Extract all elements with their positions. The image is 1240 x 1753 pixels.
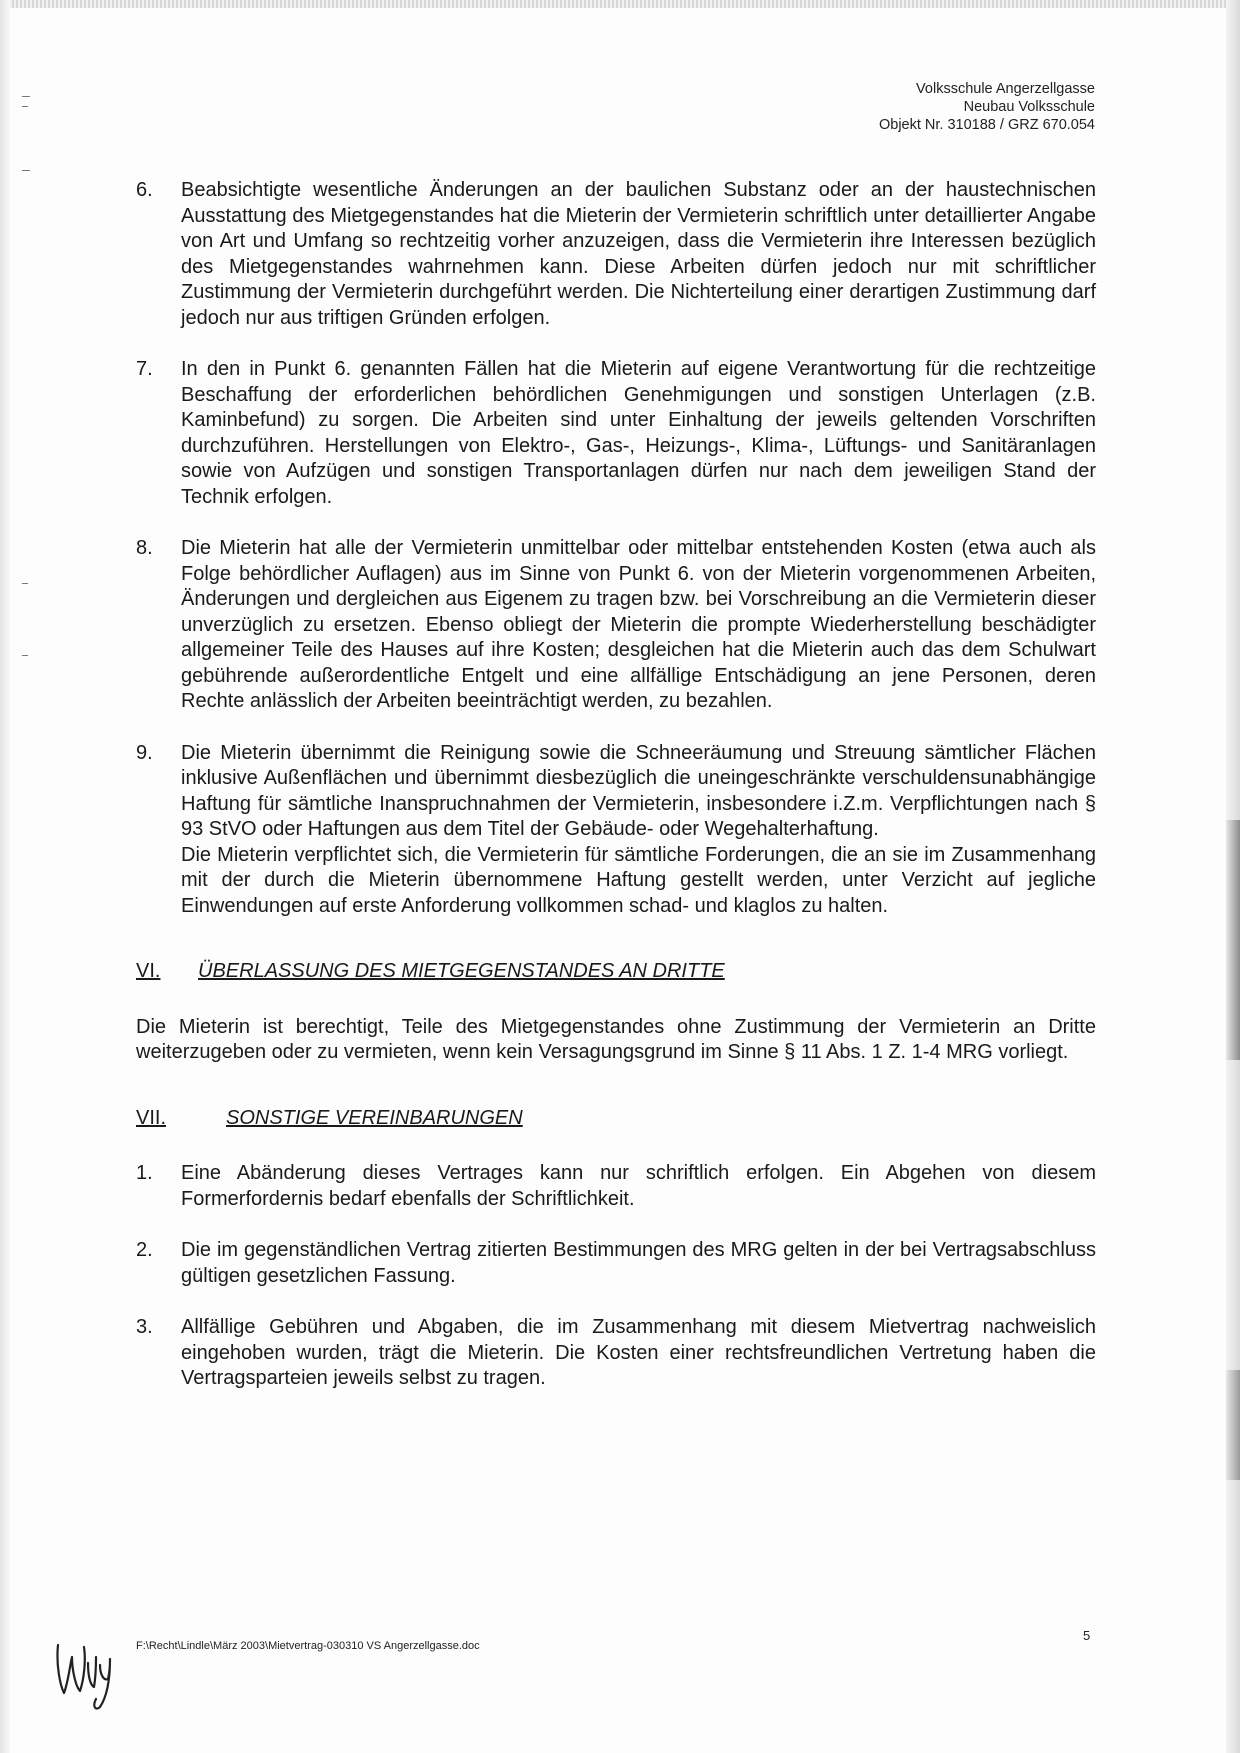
section-vii-heading: [136, 1106, 1096, 1132]
clause-number: 8.: [136, 537, 153, 559]
punch-mark: [22, 106, 28, 107]
document-header: [879, 80, 1095, 134]
clause-number: 9.: [136, 741, 153, 764]
scan-edge-right: [1226, 0, 1240, 1753]
punch-mark: [22, 583, 28, 584]
section-vi-heading: [136, 959, 1096, 985]
section-vi-text: Die Mieterin ist berechtigt, Teile des Mietgegenstandes ohne Zustimmung der Vermieterin an Dritte weiterzugeben oder zu vermieten, wenn kein Versagungsgrund im Sinne § 11 Abs. 1 Z. 1-4 MRG vorliegt.: [136, 1015, 1096, 1063]
header-project: Neubau Volksschule: [963, 99, 1095, 115]
scan-edge-left: [0, 0, 10, 1753]
footer-file-path: F:\Recht\Lindle\März 2003\Mietvertrag-030310 VS Angerzellgasse.doc: [136, 1640, 480, 1652]
clause-text-continued: Die Mieterin verpflichtet sich, die Vermieterin für sämtliche Forderungen, die an sie im Zusammenhang mit der durch die Mieterin übernommene Haftung gestellt werden, unter Verzicht auf jegliche Einwendungen auf erste Anforderung vollkommen schad- und klaglos zu halten.: [181, 843, 1096, 917]
clause-text: In den in Punkt 6. genannten Fällen hat die Mieterin auf eigene Verantwortung für die rechtzeitige Beschaffung der erforderlichen behördlichen Genehmigungen und sonstigen Unterlagen (z.B. Kaminbefund) zu sorgen. Die Arbeiten sind unter Einhaltung der jeweils geltenden Vorschriften durchzuführen. Herstellungen von Elektro-, Gas-, Heizungs-, Klima-, Lüftungs- und Sanitäranlagen sowie von Aufzügen und sonstigen Transportanlagen dürfen nur nach dem jeweiligen Stand der Technik erfolgen.: [181, 358, 1096, 508]
clause-number: 6.: [136, 179, 153, 201]
clause-vii-1: [136, 1161, 1096, 1212]
clause-8: [136, 536, 1096, 715]
clause-text: Die Mieterin übernimmt die Reinigung sowie die Schneeräumung und Streuung sämtlicher Flächen inklusive Außenflächen und übernimmt diesbezüglich die uneingeschränkte verschuldensunabhängige Haftung für sämtliche Inanspruchnahmen der Vermieterin, insbesondere i.Z.m. Verpflichtungen nach § 93 StVO oder Haftungen aus dem Titel der Gebäude- oder Wegehalterhaftung.: [181, 741, 1096, 840]
scan-edge-top: [0, 0, 1240, 8]
clause-number: 7.: [136, 358, 153, 380]
header-school: Volksschule Angerzellgasse: [916, 81, 1095, 97]
punch-mark: [22, 655, 28, 656]
clause-6: [136, 178, 1096, 331]
clause-text: Beabsichtigte wesentliche Änderungen an der baulichen Substanz oder an der haustechnischen Ausstattung des Mietgegenstandes hat die Mieterin der Vermieterin schriftlich unter detaillierter Angabe von Art und Umfang so rechtzeitig vorher anzuzeigen, dass die Vermieterin ihre Interessen bezüglich des Mietgegenstandes wahrnehmen kann. Diese Arbeiten dürfen jedoch nur mit schriftlicher Zustimmung der Vermieterin durchgeführt werden. Die Nichterteilung einer derartigen Zustimmung darf jedoch nur aus triftigen Gründen erfolgen.: [181, 179, 1096, 329]
clause-number: 3.: [136, 1316, 153, 1338]
clause-number: 1.: [136, 1162, 153, 1184]
clause-number: 2.: [136, 1239, 153, 1261]
section-number: VII.: [136, 1106, 167, 1129]
clause-vii-2: [136, 1238, 1096, 1289]
section-number: VI.: [136, 960, 161, 982]
punch-mark: [22, 96, 30, 97]
clause-text: Eine Abänderung dieses Vertrages kann nur schriftlich erfolgen. Ein Abgehen von diesem Formerfordernis bedarf ebenfalls der Schriftlichkeit.: [181, 1162, 1096, 1210]
handwritten-initials-signature: [50, 1635, 130, 1715]
header-object-number: Objekt Nr. 310188 / GRZ 670.054: [878, 117, 1095, 133]
page-number: 5: [1083, 1628, 1091, 1643]
punch-mark: [22, 170, 30, 171]
clause-vii-3: [136, 1315, 1096, 1392]
clause-text: Allfällige Gebühren und Abgaben, die im Zusammenhang mit diesem Mietvertrag nachweislich eingehoben wurden, trägt die Mieterin. Die Kosten einer rechtsfreundlichen Vertretung haben die Vertragsparteien jeweils selbst zu tragen.: [181, 1316, 1096, 1389]
section-title: ÜBERLASSUNG DES MIETGEGENSTANDES AN DRITTE: [198, 960, 725, 982]
document-body: [136, 178, 1096, 1418]
clause-9: [136, 741, 1096, 920]
clause-text: Die im gegenständlichen Vertrag zitierten Bestimmungen des MRG gelten in der bei Vertragsabschluss gültigen gesetzlichen Fassung.: [181, 1239, 1096, 1287]
section-title: SONSTIGE VEREINBARUNGEN: [226, 1106, 523, 1129]
clause-text: Die Mieterin hat alle der Vermieterin unmittelbar oder mittelbar entstehenden Kosten (etwa auch als Folge behördlicher Auflagen) aus im Sinne von Punkt 6. von der Mieterin vorgenommenen Arbeiten, Änderungen und dergleichen aus Eigenem zu tragen bzw. bei Vorschreibung an die Vermieterin dieser unverzüglich zu ersetzen. Ebenso obliegt der Mieterin die prompte Wiederherstellung beschädigter allgemeiner Teile des Hauses auf ihre Kosten; desgleichen hat die Mieterin auch das dem Schulwart gebührende außerordentliche Entgelt und eine allfällige Entschädigung an jene Personen, deren Rechte anlässlich der Arbeiten beeinträchtigt werden, zu bezahlen.: [181, 537, 1096, 712]
clause-7: [136, 357, 1096, 510]
